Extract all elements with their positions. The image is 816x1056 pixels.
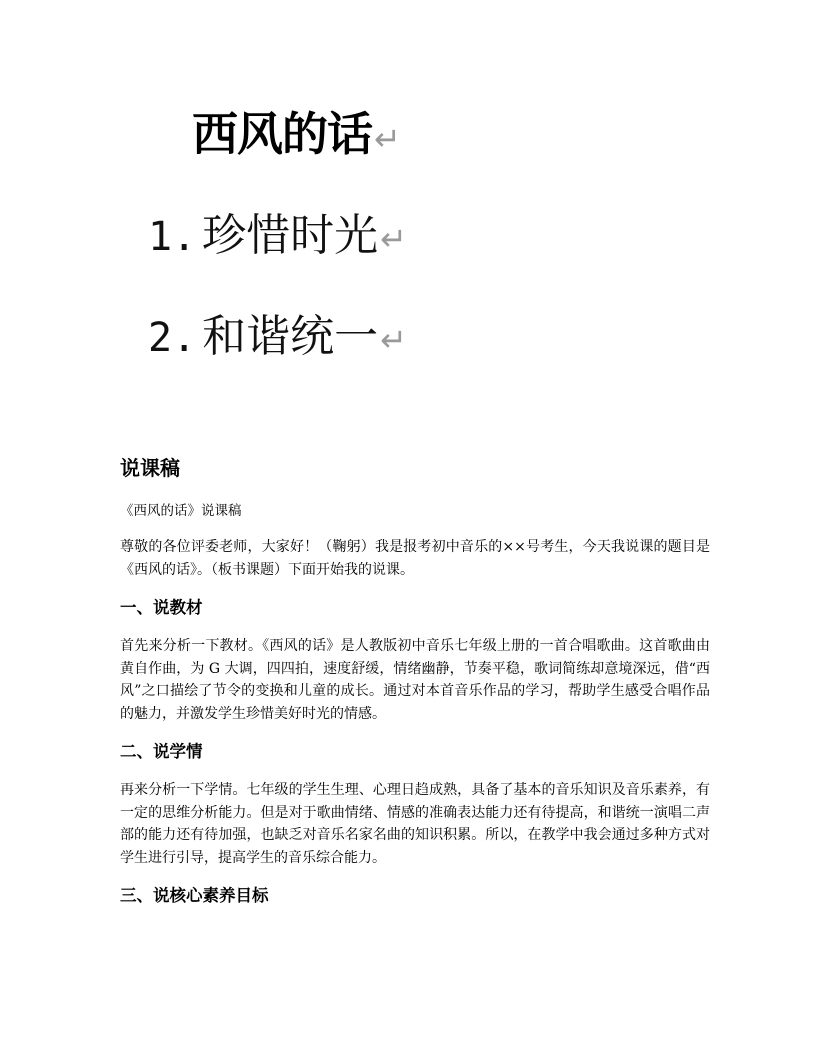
intro-paragraph: 尊敬的各位评委老师，大家好！（鞠躬）我是报考初中音乐的××号考生，今天我说课的题目是《西风的话》。（板书课题）下面开始我的说课。: [120, 539, 710, 578]
paragraph-mark-icon: ↵: [380, 321, 407, 359]
section-title-textbook: 一、说教材: [120, 598, 203, 617]
cover-item-text: 和谐统一: [202, 311, 379, 362]
document-subtitle: 《西风的话》说课稿: [120, 503, 242, 519]
section-body-students: 再来分析一下学情。七年级的学生生理、心理日趋成熟，具备了基本的音乐知识及音乐素养，有一定的思维分析能力。但是对于歌曲情绪、情感的准确表达能力还有待提高，和谐统一演唱二声部的能力还有待加强，也缺乏对音乐名家名曲的知识积累。所以，在教学中我会通过多种方式对学生进行引导，提高学生的音乐综合能力。: [120, 782, 710, 866]
document-heading: 说课稿: [120, 456, 180, 480]
cover-item-number: 2.: [148, 315, 197, 361]
document-body: [120, 448, 710, 923]
paragraph-mark-icon: ↵: [374, 120, 400, 158]
cover-item-1: [148, 208, 407, 267]
cover-title-text: 西风的话: [192, 107, 372, 161]
section-title-core-goals: 三、说核心素养目标: [120, 886, 269, 905]
cover-item-number: 1.: [148, 214, 197, 260]
cover-title: [192, 104, 400, 169]
section-title-students: 二、说学情: [120, 742, 203, 761]
paragraph-mark-icon: ↵: [380, 220, 407, 258]
cover-item-2: [148, 309, 407, 368]
section-body-textbook: 首先来分析一下教材。《西风的话》是人教版初中音乐七年级上册的一首合唱歌曲。这首歌曲由黄自作曲，为 G 大调，四四拍，速度舒缓，情绪幽静，节奏平稳，歌词简练却意境深远，借“西风”之口描绘了节令的变换和儿童的成长。通过对本首音乐作品的学习，帮助学生感受合唱作品的魅力，并激发学生珍惜美好时光的情感。: [120, 638, 710, 722]
cover-item-text: 珍惜时光: [202, 210, 379, 261]
